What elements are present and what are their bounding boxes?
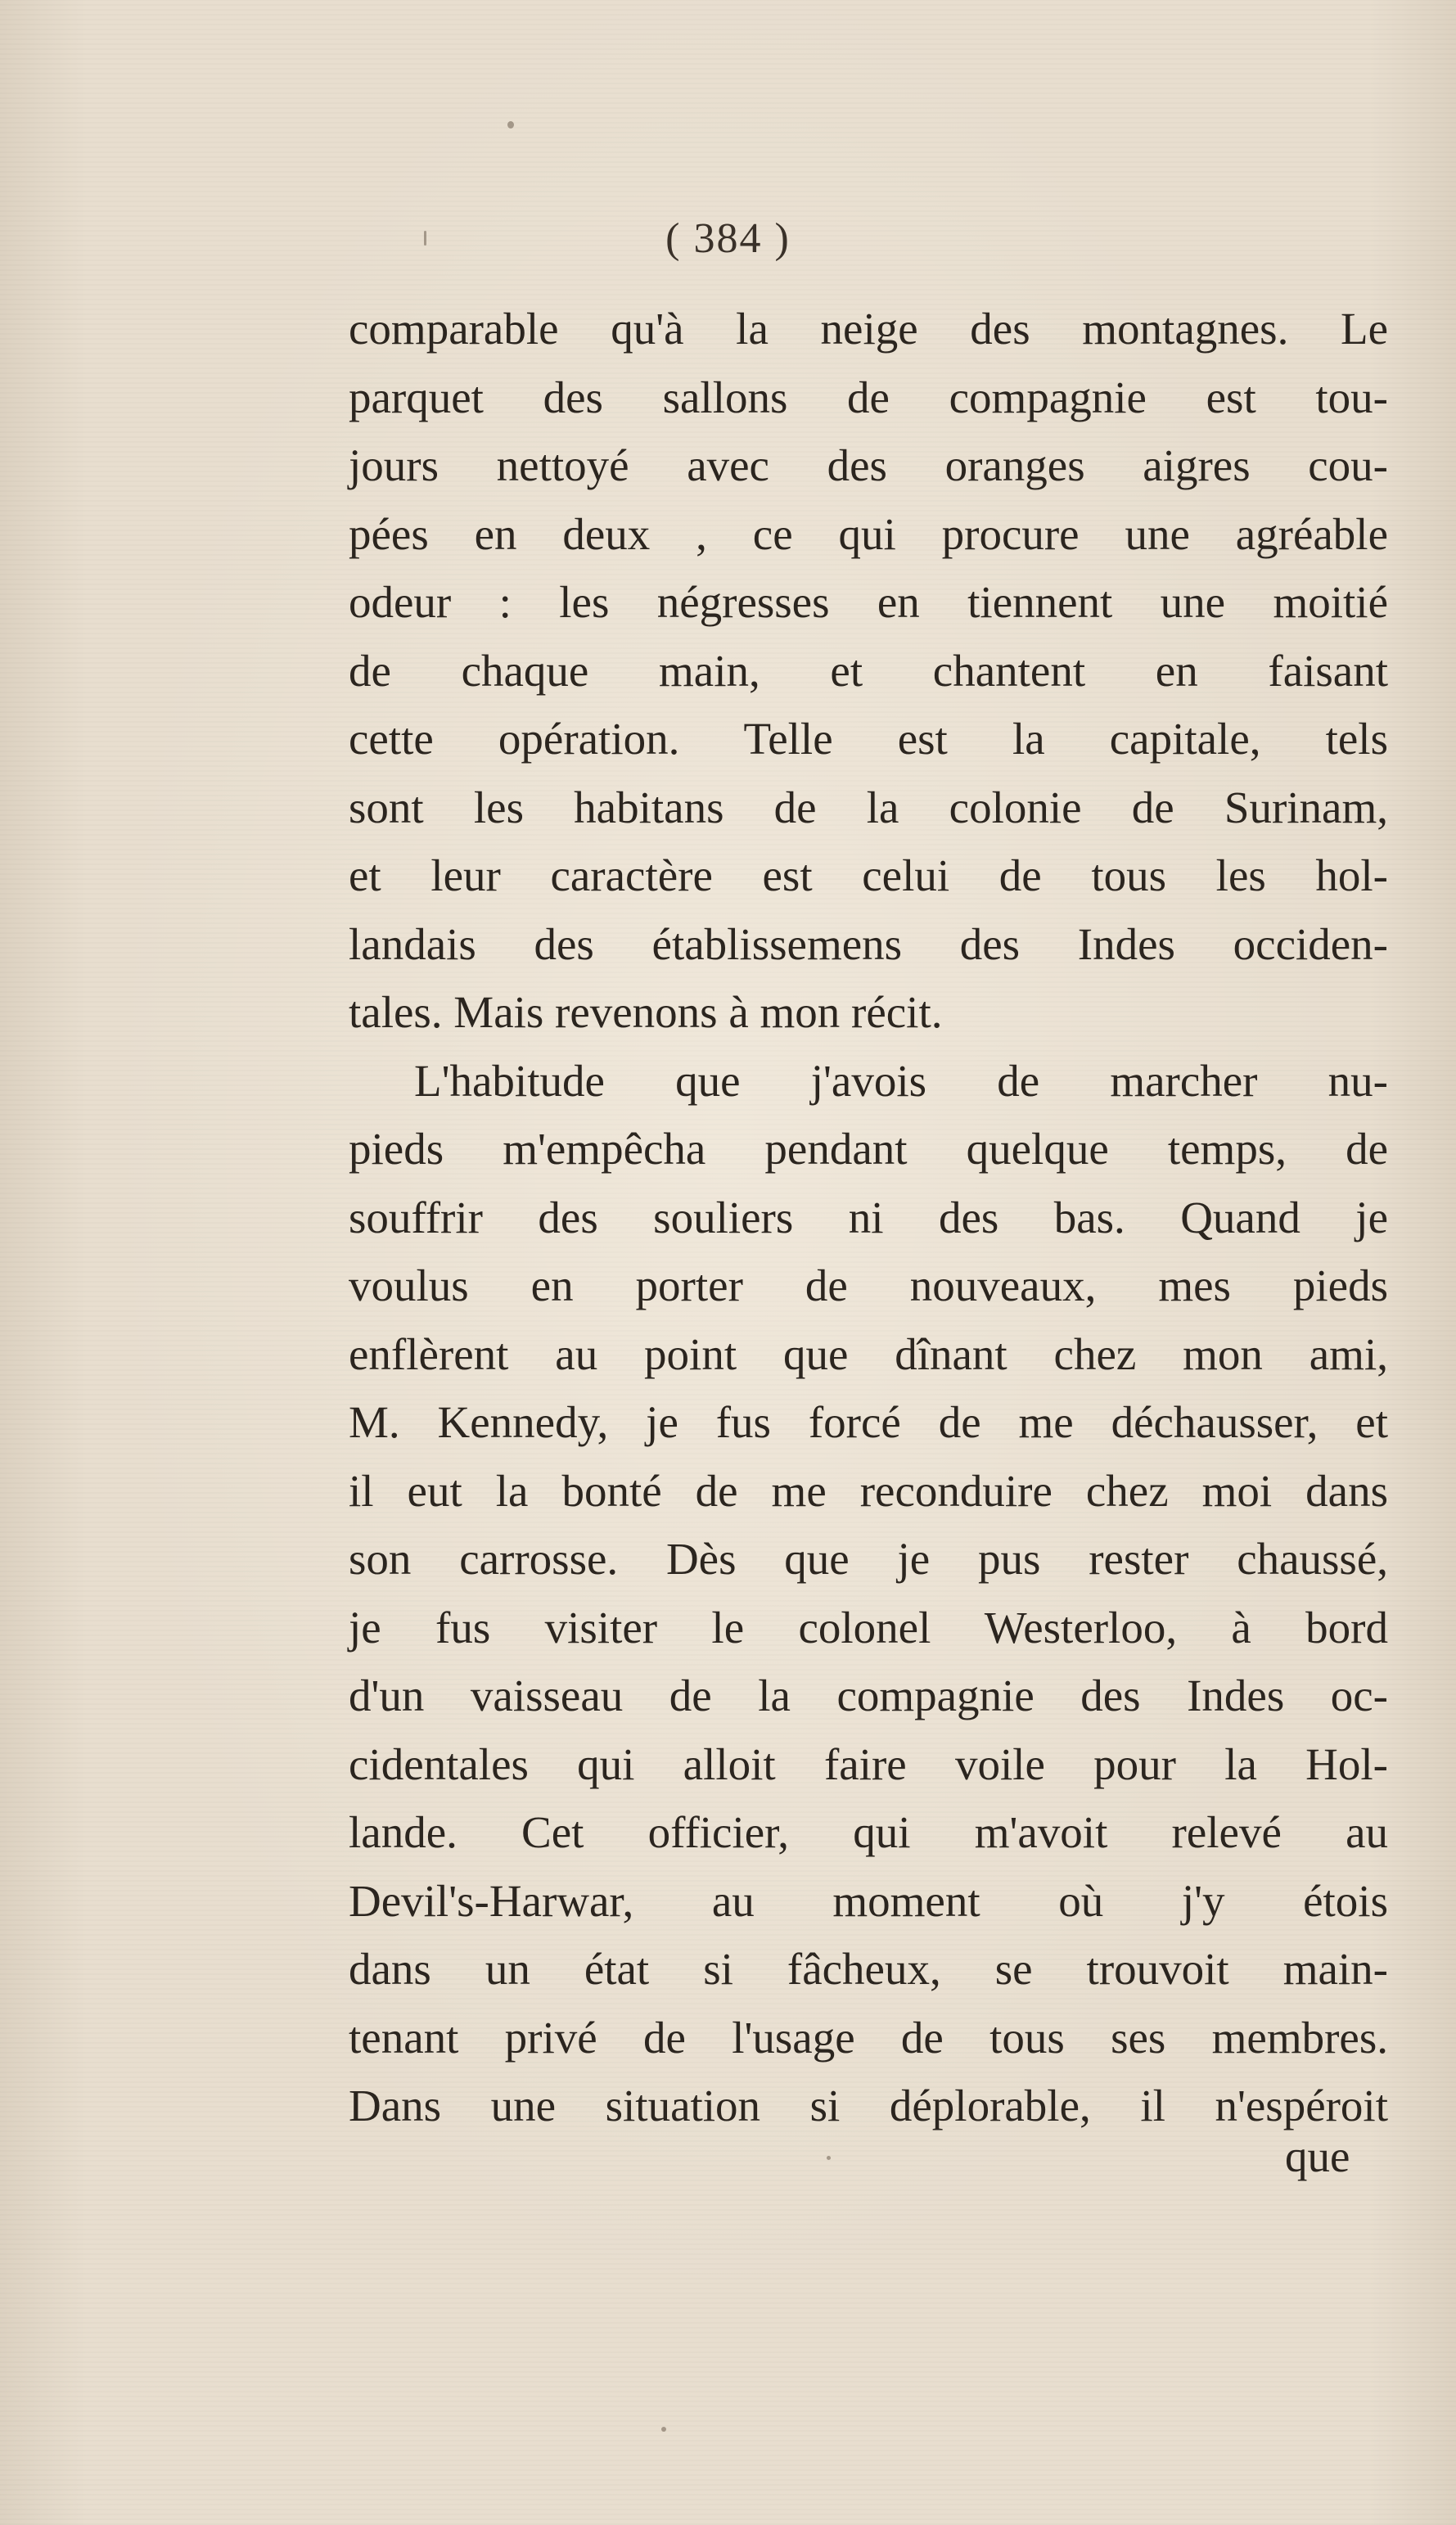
page-number: ( 384 ) <box>665 215 791 262</box>
text-line: Dans une situation si déplorable, il n'espéroit <box>349 2081 1388 2130</box>
text-line: cette opération. Telle est la capitale, tels <box>349 714 1388 764</box>
paper-speck <box>661 2427 666 2432</box>
text-line: enflèrent au point que dînant chez mon ami, <box>349 1328 1388 1379</box>
text-line: jours nettoyé avec des oranges aigres cou- <box>349 440 1388 490</box>
text-line: il eut la bonté de me reconduire chez moi dans <box>349 1465 1388 1516</box>
text-line: son carrosse. Dès que je pus rester chaussé, <box>349 1534 1388 1584</box>
paper-speck <box>507 121 514 129</box>
text-line: M. Kennedy, je fus forcé de me déchausser, et <box>349 1397 1388 1447</box>
paragraph-end-line: tales. Mais revenons à mon récit. <box>349 987 943 1037</box>
text-line: tenant privé de l'usage de tous ses membres. <box>349 2012 1388 2063</box>
text-line: cidentales qui alloit faire voile pour la Hol- <box>349 1738 1388 1789</box>
catchword: que <box>1285 2131 1350 2181</box>
text-line: de chaque main, et chantent en faisant <box>349 645 1388 696</box>
text-line: sont les habitans de la colonie de Surinam, <box>349 782 1388 832</box>
text-line: lande. Cet officier, qui m'avoit relevé au <box>349 1807 1388 1857</box>
paper-speck <box>424 231 426 246</box>
text-line: d'un vaisseau de la compagnie des Indes oc- <box>349 1671 1388 1720</box>
text-line: pées en deux , ce qui procure une agréable <box>349 508 1388 559</box>
text-line: odeur : les négresses en tiennent une moitié <box>349 577 1388 627</box>
text-line: voulus en porter de nouveaux, mes pieds <box>349 1260 1388 1310</box>
paper-speck <box>827 2156 831 2160</box>
text-line: comparable qu'à la neige des montagnes. Le <box>349 304 1388 354</box>
text-line: je fus visiter le colonel Westerloo, à bord <box>349 1602 1388 1653</box>
text-line: Devil's-Harwar, au moment où j'y étois <box>349 1875 1388 1926</box>
paragraph-start-line: L'habitude que j'avois de marcher nu- <box>414 1055 1388 1106</box>
text-line: souffrir des souliers ni des bas. Quand je <box>349 1192 1388 1242</box>
text-line: dans un état si fâcheux, se trouvoit main- <box>349 1944 1388 1994</box>
text-line: pieds m'empêcha pendant quelque temps, de <box>349 1124 1388 1174</box>
text-line: landais des établissemens des Indes occiden- <box>349 918 1388 969</box>
body-text <box>349 295 1388 2140</box>
text-line: et leur caractère est celui de tous les hol- <box>349 850 1388 900</box>
text-line: parquet des sallons de compagnie est tou- <box>349 372 1388 422</box>
